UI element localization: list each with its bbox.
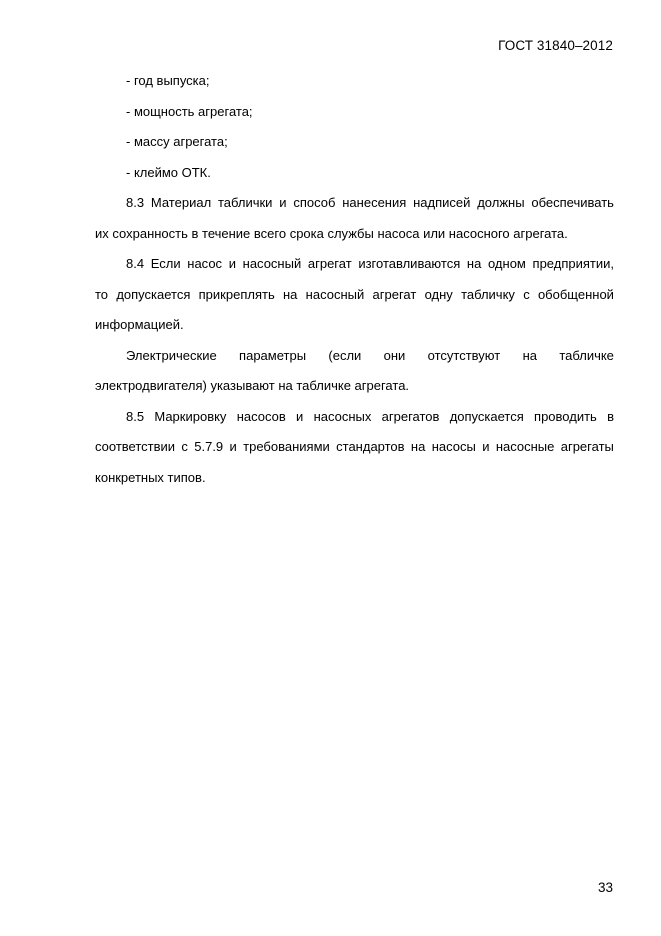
list-item: - клеймо ОТК. [126,164,211,180]
word: и [296,408,304,424]
list-item: - массу агрегата; [126,134,228,149]
word: обобщенной [537,286,614,302]
word: насосный [242,256,302,271]
word: насосные [495,439,555,454]
word: на [410,439,426,454]
document-body [95,66,614,493]
word: агрегатов [381,408,440,424]
word: изготавливаются [358,256,461,271]
word: агрегаты [560,439,614,454]
list-item: - год выпуска; [126,73,210,88]
word: 8.4 [126,256,145,271]
word: одном [487,256,526,271]
word: соответствии [95,439,176,454]
word: агрегат [372,286,417,302]
word: надписей [413,195,471,210]
word: (если [328,347,362,363]
word: Электрические [126,347,217,363]
word: и [279,195,287,210]
word: стандартов [336,439,405,454]
paragraph-8-4-line-2 [95,280,614,311]
word: 8.5 [126,408,145,424]
word: одну [424,286,453,302]
paragraph-8-4-line-1 [95,249,614,280]
word: на [522,347,537,363]
word: нанесения [342,195,407,210]
word: и [229,439,237,454]
word: насосов [236,408,286,424]
word: обеспечивать [531,195,614,210]
word: 8.3 [126,195,145,210]
word: параметры [239,347,307,363]
paragraph-electrical-line-1 [95,341,614,372]
paragraph-8-5-line-3: конкретных типов. [95,469,206,485]
paragraph-8-5-line-2 [95,432,614,463]
word: прикреплять [198,286,275,302]
word: в [607,408,614,424]
word: агрегат [307,256,352,271]
paragraph-8-3-line-1 [95,188,614,219]
paragraph-8-3-line-2: их сохранность в течение всего срока службы насоса или насосного агрегата. [95,225,568,241]
word: насосных [313,408,372,424]
word: насосный [305,286,365,302]
word: с [181,439,188,454]
word: то [95,286,109,302]
word: насосы [431,439,476,454]
paragraph-8-5-line-1 [95,402,614,433]
word: табличку [461,286,515,302]
list-item: - мощность агрегата; [126,103,253,119]
word: проводить [534,408,597,424]
word: Материал [150,195,212,210]
word: насос [187,256,223,271]
paragraph-electrical-line-2: электродвигателя) указывают на табличке агрегата. [95,378,410,393]
word: должны [477,195,525,210]
word: отсутствуют [427,347,501,363]
word: на [282,286,298,302]
word: Если [150,256,181,271]
page-number: 33 [597,880,613,895]
word: они [383,347,406,363]
word: допускается [116,286,191,302]
word: предприятии, [532,256,614,271]
word: способ [293,195,336,210]
word: на [466,256,482,271]
word: Маркировку [154,408,227,424]
word: с [523,286,530,302]
paragraph-8-4-line-3: информацией. [95,317,184,332]
word: и [482,439,490,454]
word: требованиями [243,439,330,454]
word: табличке [559,347,614,363]
word: таблички [217,195,273,210]
word: и [228,256,236,271]
word: допускается [449,408,524,424]
document-code-header: ГОСТ 31840–2012 [498,38,613,53]
word: 5.7.9 [194,439,224,454]
